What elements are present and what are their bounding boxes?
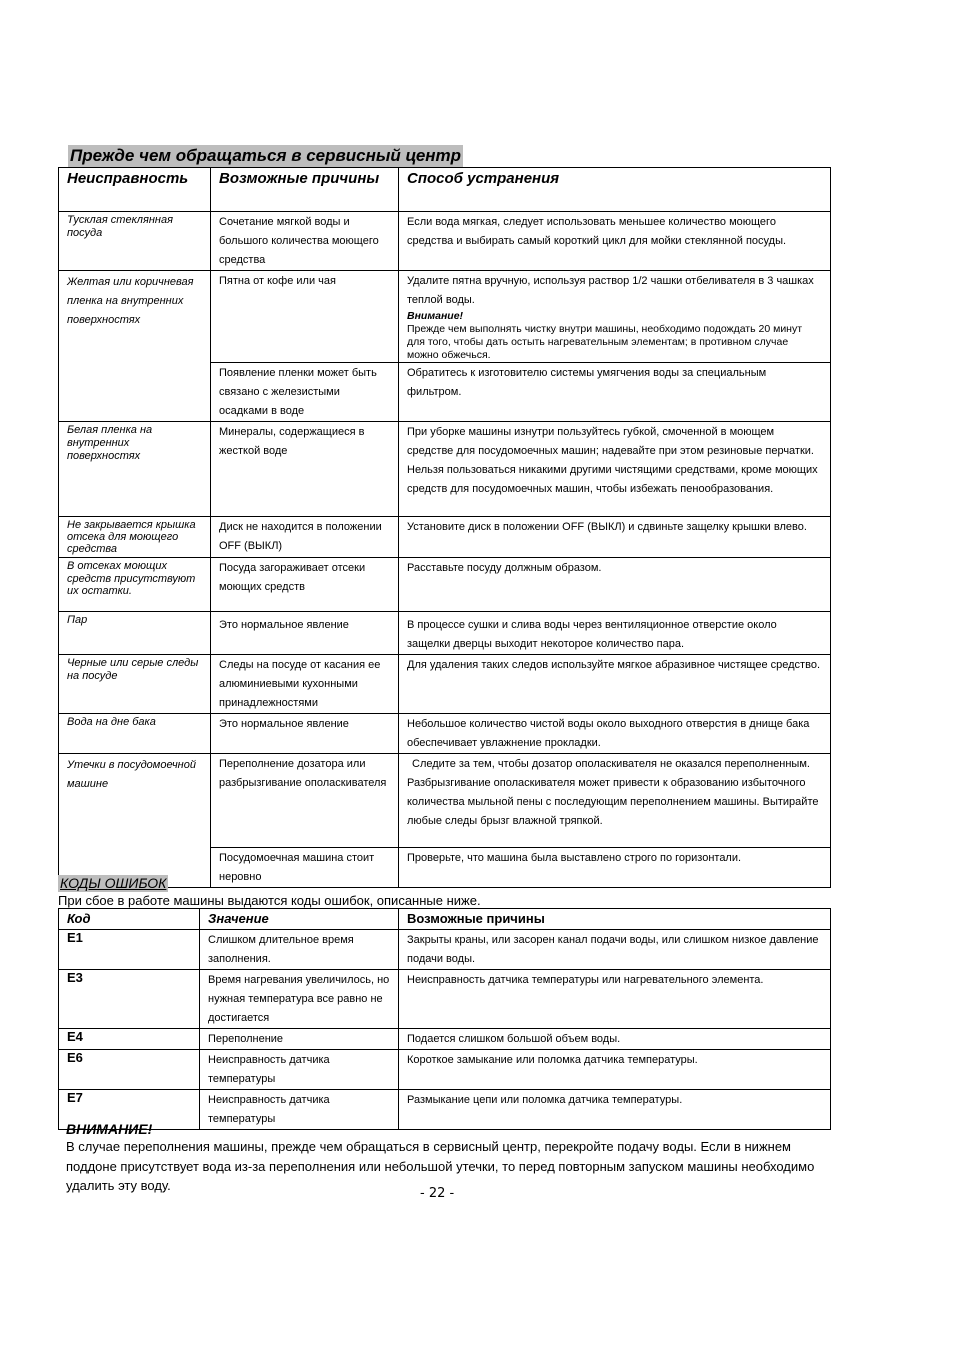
solution-cell bbox=[399, 271, 831, 363]
table-row bbox=[59, 422, 831, 517]
solution-cell: Обратитесь к изготовителю системы умягчения воды за специальным фильтром. bbox=[399, 363, 831, 422]
page-number: - 22 - bbox=[420, 1186, 455, 1201]
table-row bbox=[59, 612, 831, 655]
fault-cell: Пар bbox=[59, 612, 211, 655]
fault-cell: Вода на дне бака bbox=[59, 714, 211, 754]
cause-cell: Закрыты краны, или засорен канал подачи воды, или слишком низкое давление подачи воды. bbox=[399, 930, 831, 970]
cause-cell: Размыкание цепи или поломка датчика температуры. bbox=[399, 1090, 831, 1130]
cause-cell: Короткое замыкание или поломка датчика температуры. bbox=[399, 1050, 831, 1090]
meaning-cell: Неисправность датчика температуры bbox=[200, 1090, 399, 1130]
solution-cell bbox=[399, 754, 831, 848]
cause-cell: Сочетание мягкой воды и большого количества моющего средства bbox=[211, 212, 399, 271]
meaning-cell: Слишком длительное время заполнения. bbox=[200, 930, 399, 970]
note-title: Внимание! bbox=[407, 310, 464, 322]
warning-text: В случае переполнения машины, прежде чем обращаться в сервисный центр, перекройте подачу воды. Если в нижнем поддоне присутствует вода из-за переполнения или небольшой утечки, то перед повторным запуском машины необходимо удалить эту воду. bbox=[66, 1139, 815, 1193]
solution-cell: Для удаления таких следов используйте мягкое абразивное чистящее средство. bbox=[399, 655, 831, 714]
solution-cell: В процессе сушки и слива воды через вентиляционное отверстие около защелки дверцы выходит некоторое количество пара. bbox=[399, 612, 831, 655]
error-codes-title: КОДЫ ОШИБОК bbox=[60, 875, 167, 891]
table-row bbox=[59, 754, 831, 848]
table-row bbox=[59, 970, 831, 1029]
error-code: E7 bbox=[59, 1090, 200, 1130]
solution-cell: Если вода мягкая, следует использовать меньшее количество моющего средства и выбирать самый короткий цикл для мойки стеклянной посуды. bbox=[399, 212, 831, 271]
error-code: E3 bbox=[59, 970, 200, 1029]
table-row bbox=[59, 558, 831, 612]
table-row bbox=[59, 930, 831, 970]
table-row bbox=[59, 1050, 831, 1090]
cause-cell: Диск не находится в положении OFF (ВЫКЛ) bbox=[211, 517, 399, 558]
note-text: Прежде чем выполнять чистку внутри машины, необходимо подождать 20 минут для того, чтобы дать остыть нагревательным элементам; в противном случае можно обжечься. bbox=[407, 323, 803, 361]
table-header-row bbox=[59, 168, 831, 212]
error-codes-intro: При сбое в работе машины выдаются коды ошибок, описанные ниже. bbox=[58, 893, 481, 908]
cause-cell: Посудомоечная машина стоит неровно bbox=[211, 848, 399, 888]
error-code: E4 bbox=[59, 1029, 200, 1050]
cause-cell: Это нормальное явление bbox=[211, 612, 399, 655]
solution-cell: При уборке машины изнутри пользуйтесь губкой, смоченной в моющем средстве для посудомоечных машин; надевайте при этом резиновые перчатки. Нельзя пользоваться никакими другими чистящими средствами, кроме моющих средств для посудомоечных машин, чтобы избежать пенообразования. bbox=[399, 422, 831, 517]
error-code: E1 bbox=[59, 930, 200, 970]
meaning-cell: Переполнение bbox=[200, 1029, 399, 1050]
fault-cell: Черные или серые следы на посуде bbox=[59, 655, 211, 714]
error-codes-table bbox=[58, 908, 831, 1130]
troubleshooting-table bbox=[58, 167, 831, 888]
error-code: E6 bbox=[59, 1050, 200, 1090]
table-row bbox=[59, 714, 831, 754]
fault-cell: Не закрывается крышка отсека для моющего средства bbox=[59, 517, 211, 558]
table-row bbox=[59, 1029, 831, 1050]
table-header-row bbox=[59, 909, 831, 930]
table-row bbox=[59, 1090, 831, 1130]
cause-cell: Подается слишком большой объем воды. bbox=[399, 1029, 831, 1050]
section-title: Прежде чем обращаться в сервисный центр bbox=[70, 146, 462, 165]
table-row bbox=[59, 517, 831, 558]
header-causes: Возможные причины bbox=[399, 909, 831, 930]
solution-cell: Установите диск в положении OFF (ВЫКЛ) и сдвиньте защелку крышки влево. bbox=[399, 517, 831, 558]
meaning-cell: Неисправность датчика температуры bbox=[200, 1050, 399, 1090]
solution-cell: Расставьте посуду должным образом. bbox=[399, 558, 831, 612]
fault-cell: В отсеках моющих средств присутствуют их остатки. bbox=[59, 558, 211, 612]
solution-text: Удалите пятна вручную, используя раствор 1/2 чашки отбеливателя в 3 чашках теплой воды. bbox=[407, 275, 814, 306]
solution-cell: Небольшое количество чистой воды около выходного отверстия в днище бака обеспечивает увлажнение прокладки. bbox=[399, 714, 831, 754]
solution-cell: Проверьте, что машина была выставлено строго по горизонтали. bbox=[399, 848, 831, 888]
solution-text: Разбрызгивание ополаскивателя может привести к образованию избыточного количества мыльной пены с последующим переполнением машины. Вытирайте любые следы брызг влажной тряпкой. bbox=[407, 777, 819, 827]
table-row bbox=[59, 271, 831, 363]
cause-cell: Следы на посуде от касания ее алюминиевыми кухонными принадлежностями bbox=[211, 655, 399, 714]
cause-cell: Посуда загораживает отсеки моющих средств bbox=[211, 558, 399, 612]
warning-title: ВНИМАНИЕ! bbox=[66, 1121, 153, 1137]
header-meaning: Значение bbox=[200, 909, 399, 930]
cause-cell: Появление пленки может быть связано с железистыми осадками в воде bbox=[211, 363, 399, 422]
table-row bbox=[59, 655, 831, 714]
fault-cell: Тусклая стеклянная посуда bbox=[59, 212, 211, 271]
cause-cell: Переполнение дозатора или разбрызгивание ополаскивателя bbox=[211, 754, 399, 848]
cause-cell: Это нормальное явление bbox=[211, 714, 399, 754]
meaning-cell: Время нагревания увеличилось, но нужная температура все равно не достигается bbox=[200, 970, 399, 1029]
header-solution: Способ устранения bbox=[399, 168, 831, 212]
cause-cell: Минералы, содержащиеся в жесткой воде bbox=[211, 422, 399, 517]
header-code: Код bbox=[59, 909, 200, 930]
table-row bbox=[59, 212, 831, 271]
cause-cell: Пятна от кофе или чая bbox=[211, 271, 399, 363]
fault-cell: Желтая или коричневая пленка на внутренних поверхностях bbox=[59, 271, 211, 422]
fault-cell: Белая пленка на внутренних поверхностях bbox=[59, 422, 211, 517]
header-causes: Возможные причины bbox=[211, 168, 399, 212]
fault-cell: Утечки в посудомоечной машине bbox=[59, 754, 211, 888]
solution-text: Следите за тем, чтобы дозатор ополаскивателя не оказался переполненным. bbox=[412, 758, 810, 770]
cause-cell: Неисправность датчика температуры или нагревательного элемента. bbox=[399, 970, 831, 1029]
header-fault: Неисправность bbox=[59, 168, 211, 212]
